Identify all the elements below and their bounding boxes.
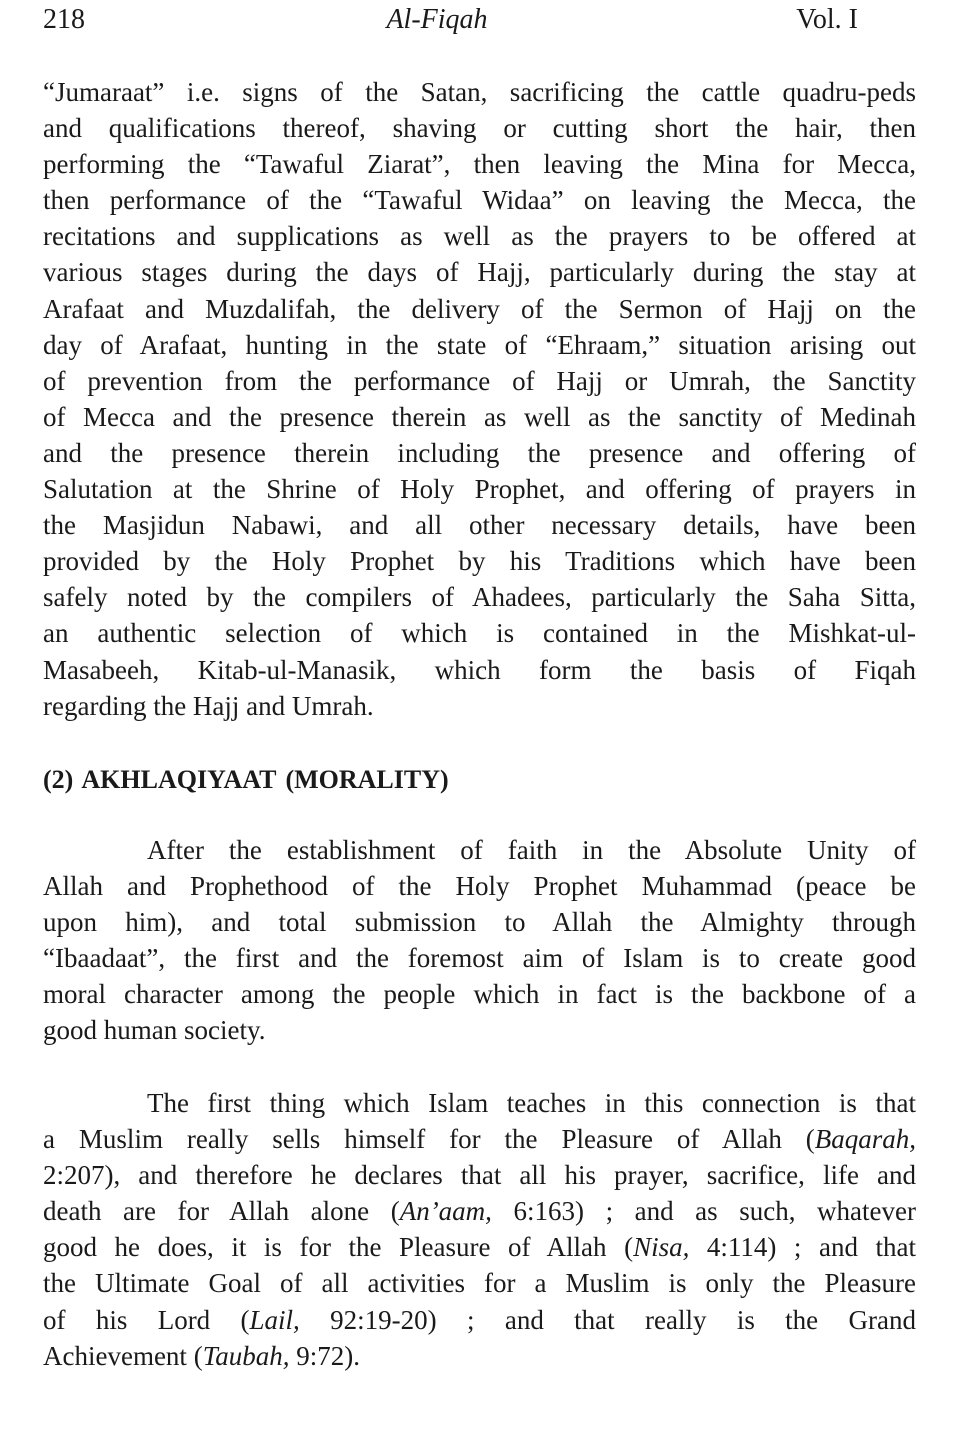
citation-text: Lail, (249, 1304, 300, 1335)
line-text: day of Arafaat, hunting in the state of “Ehraam,” situation arising out (43, 329, 916, 360)
line-text: a Muslim really sells himself for the Pleasure of Allah ( (43, 1124, 815, 1155)
line-text: provided by the Holy Prophet by his Traditions which have been (43, 546, 916, 577)
text-line (43, 363, 916, 399)
line-text: the Masjidun Nabawi, and all other necessary details, have been (43, 510, 916, 541)
line-text: of his Lord ( (43, 1304, 250, 1335)
line-text: The first thing which Islam teaches in this connection is that (147, 1088, 916, 1118)
text-line (43, 976, 916, 1012)
line-text: and the presence therein including the presence and offering of (43, 437, 916, 468)
line-text: recitations and supplications as well as the prayers to be offered at (43, 221, 916, 252)
running-title: Al-Fiqah (386, 4, 488, 35)
text-line (43, 435, 916, 471)
text-line (43, 399, 916, 435)
volume-label: Vol. I (796, 4, 858, 35)
line-text: 9:72). (289, 1340, 360, 1371)
page-number: 218 (43, 4, 85, 35)
line-text: and qualifications thereof, shaving or cutting short the hair, then (43, 113, 916, 144)
line-text: Allah and Prophethood of the Holy Prophet Muhammad (peace be (43, 871, 916, 902)
line-text: upon him), and total submission to Allah the Almighty through (43, 907, 916, 938)
text-line (43, 1338, 916, 1374)
text-line (43, 1193, 916, 1229)
text-line (43, 254, 916, 290)
line-text: Arafaat and Muzdalifah, the delivery of the Sermon of Hajj on the (43, 293, 916, 324)
line-text: good he does, it is for the Pleasure of Allah ( (43, 1232, 634, 1263)
text-line (43, 291, 916, 327)
text-line (43, 1012, 916, 1048)
text-line (43, 688, 916, 724)
citation-text: An’aam, (399, 1196, 492, 1227)
text-line (43, 543, 916, 579)
text-line (43, 652, 916, 688)
line-text: death are for Allah alone ( (43, 1196, 400, 1227)
text-line (43, 74, 916, 110)
line-text: moral character among the people which in fact is the backbone of a (43, 979, 916, 1010)
text-line (43, 832, 916, 868)
line-text: Achievement ( (43, 1340, 203, 1371)
line-text: 2:207), and therefore he declares that all his prayer, sacrifice, life and (43, 1160, 916, 1191)
text-line (43, 182, 916, 218)
text-line (43, 146, 916, 182)
text-line (43, 1265, 916, 1301)
line-text: of prevention from the performance of Hajj or Umrah, the Sanctity (43, 365, 916, 396)
line-text: “Ibaadaat”, the first and the foremost aim of Islam is to create good (43, 943, 916, 974)
paragraph-pleasure-of-allah (43, 1085, 916, 1374)
line-text: Masabeeh, Kitab-ul-Manasik, which form the basis of Fiqah (43, 654, 916, 685)
line-text: Salutation at the Shrine of Holy Prophet, and offering of prayers in (43, 474, 916, 505)
line-text: then performance of the “Tawaful Widaa” on leaving the Mecca, the (43, 185, 916, 216)
line-text: 4:114) ; and that (689, 1232, 916, 1263)
line-text: safely noted by the compilers of Ahadees, particularly the Saha Sitta, (43, 582, 916, 613)
line-text: the Ultimate Goal of all activities for a Muslim is only the Pleasure (43, 1268, 916, 1299)
text-line (43, 507, 916, 543)
line-text: 6:163) ; and as such, whatever (491, 1196, 916, 1227)
line-text: After the establishment of faith in the Absolute Unity of (147, 835, 916, 865)
line-text: various stages during the days of Hajj, particularly during the stay at (43, 257, 916, 288)
text-line (43, 615, 916, 651)
line-text: an authentic selection of which is contained in the Mishkat-ul- (43, 618, 916, 649)
text-line (43, 218, 916, 254)
line-text: performing the “Tawaful Ziarat”, then leaving the Mina for Mecca, (43, 149, 916, 180)
paragraph-hajj-details (43, 74, 916, 724)
text-line (43, 868, 916, 904)
text-line (43, 1157, 916, 1193)
text-line (43, 1229, 916, 1265)
text-line (43, 940, 916, 976)
text-line (43, 110, 916, 146)
line-text: good human society. (43, 1015, 266, 1046)
line-text: regarding the Hajj and Umrah. (43, 690, 374, 721)
citation-text: Taubah, (202, 1340, 290, 1371)
line-text: “Jumaraat” i.e. signs of the Satan, sacrificing the cattle quadru-peds (43, 77, 916, 107)
text-line (43, 327, 916, 363)
citation-text: Nisa, (633, 1232, 690, 1263)
citation-text: Baqarah, (814, 1124, 916, 1155)
line-text: 92:19-20) ; and that really is the Grand (299, 1304, 916, 1335)
text-line (43, 471, 916, 507)
section-heading: (2) AKHLAQIYAAT (MORALITY) (43, 765, 449, 794)
text-line (43, 1302, 916, 1338)
text-line (43, 1121, 916, 1157)
paragraph-morality-intro (43, 832, 916, 1049)
text-line (43, 904, 916, 940)
text-line (43, 1085, 916, 1121)
text-line (43, 579, 916, 615)
line-text: of Mecca and the presence therein as well as the sanctity of Medinah (43, 401, 916, 432)
